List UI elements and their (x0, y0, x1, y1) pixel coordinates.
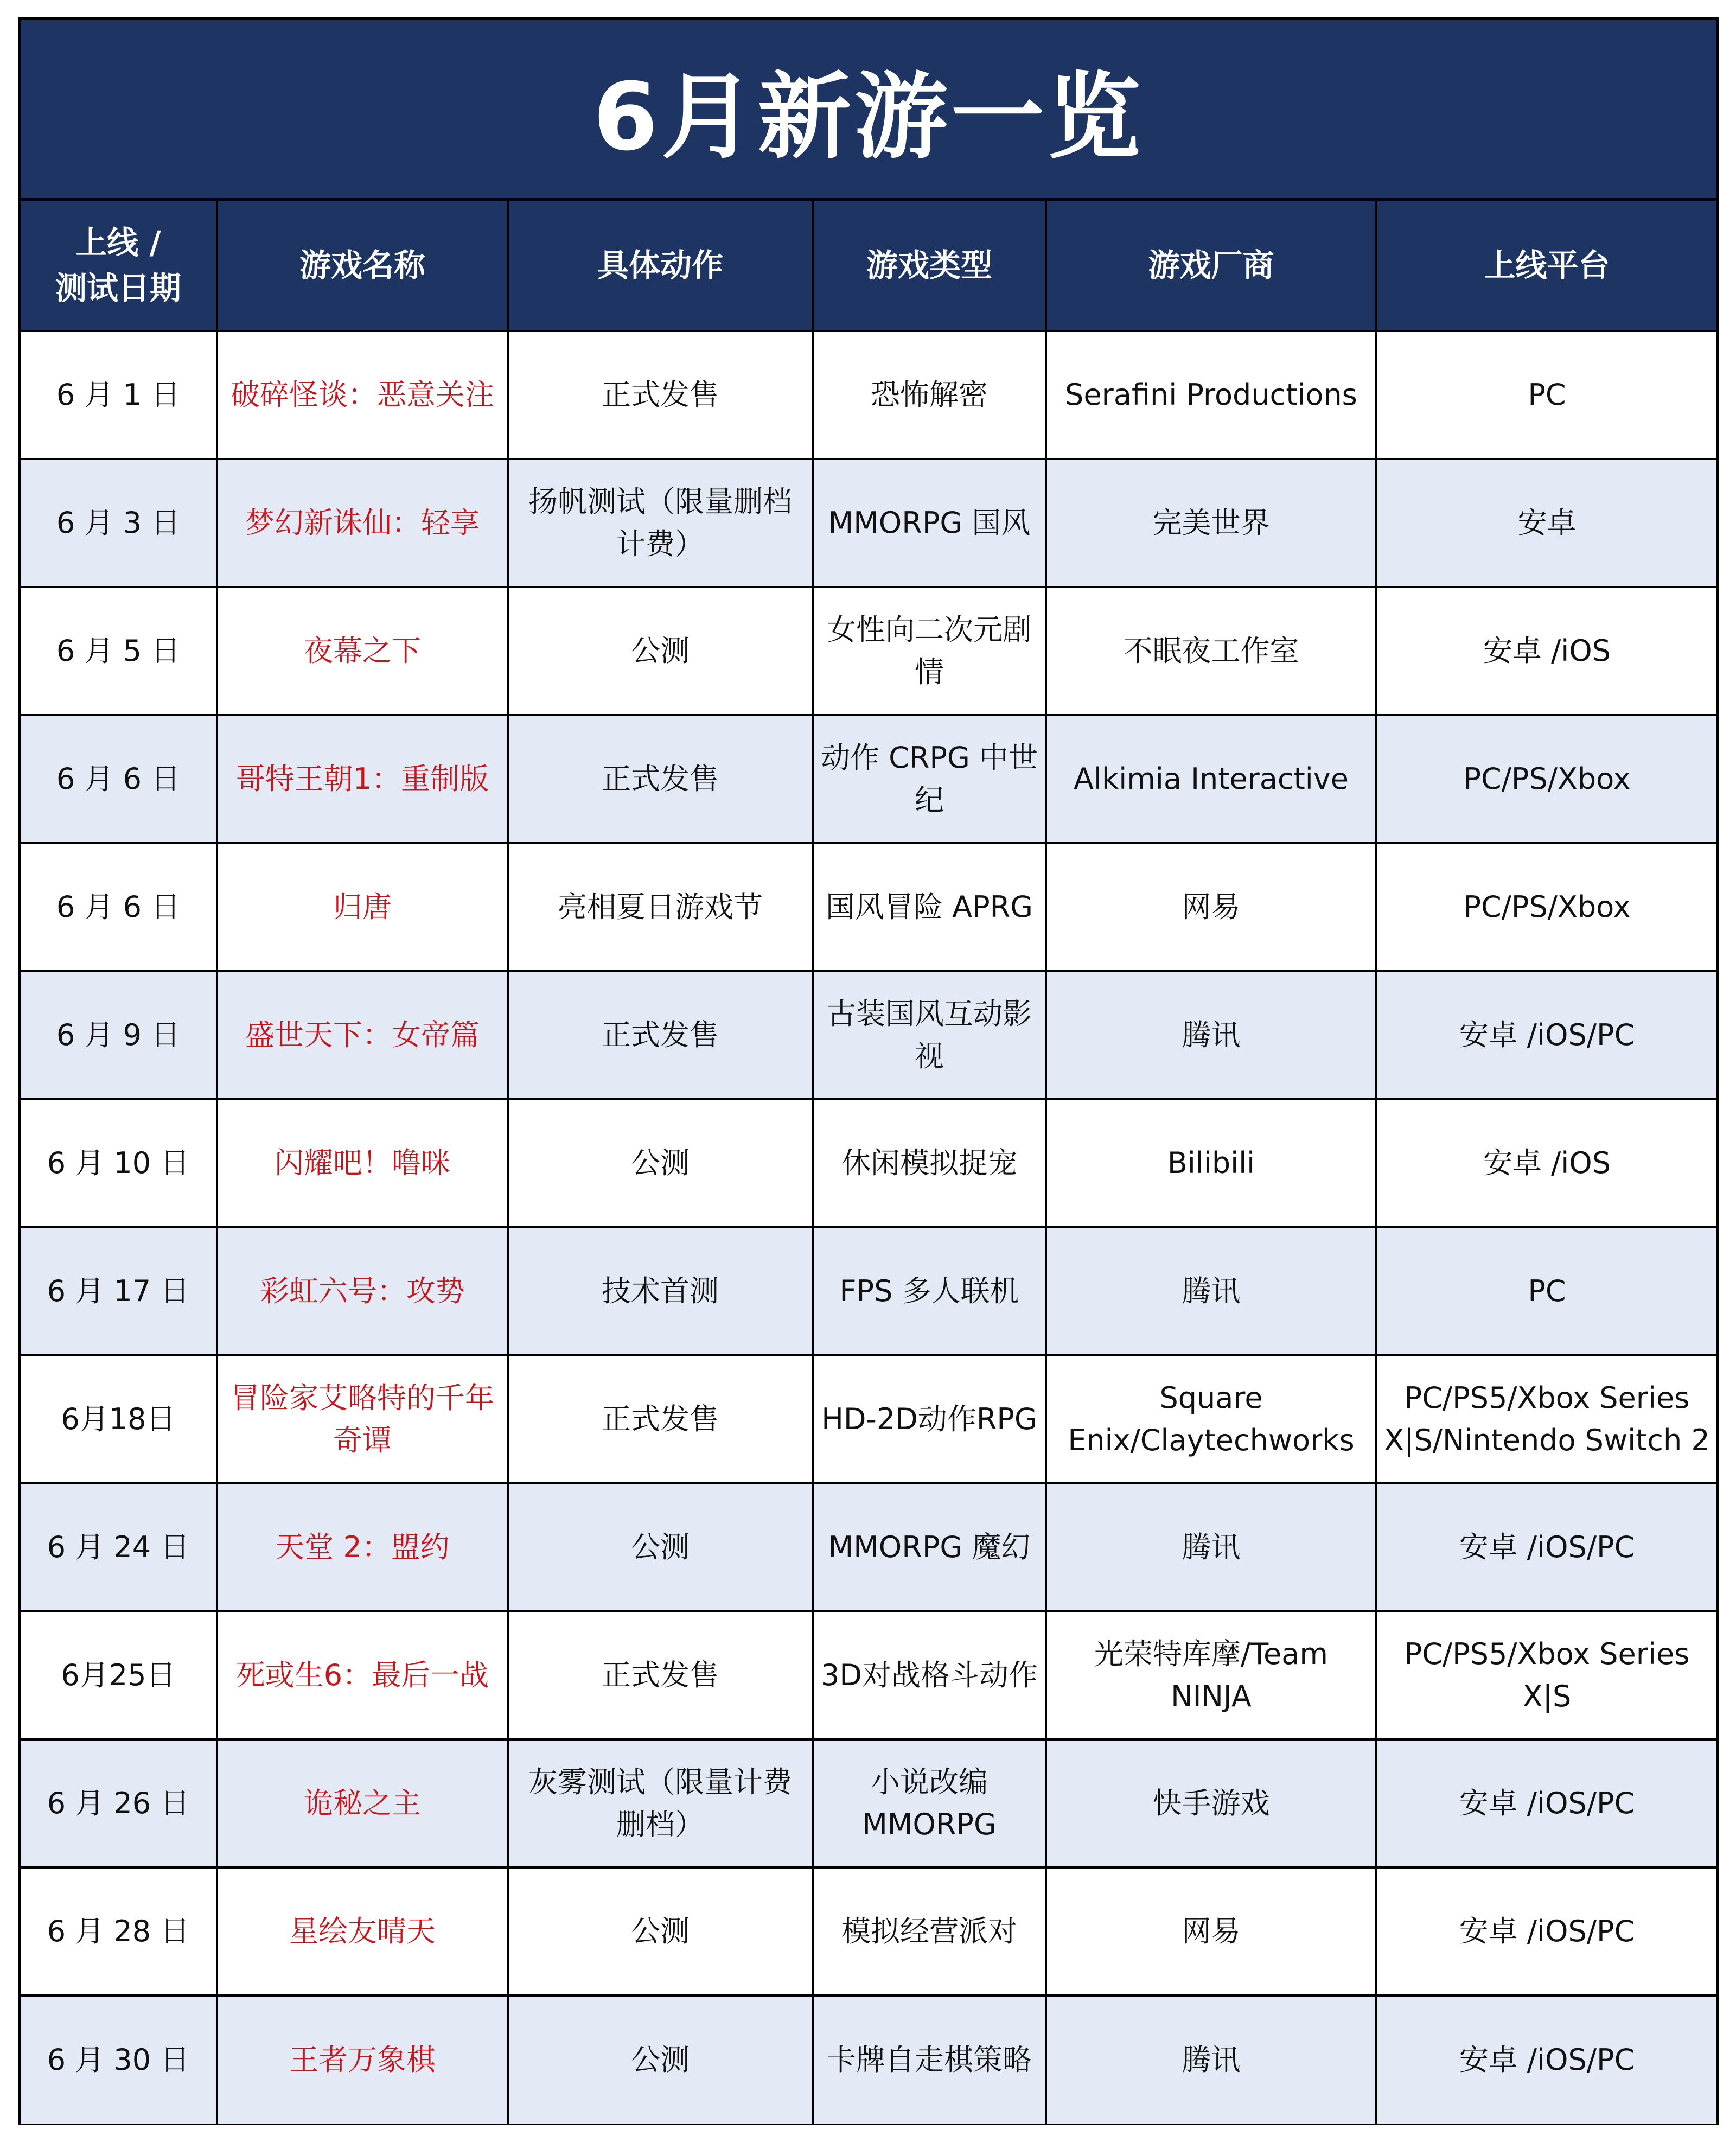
cell-date: 6 月 30 日 (21, 1996, 217, 2124)
cell-date: 6 月 6 日 (21, 715, 217, 843)
cell-type: MMORPG 国风 (813, 459, 1046, 587)
cell-platform: PC/PS/Xbox (1376, 843, 1716, 971)
header-type: 游戏类型 (813, 201, 1046, 331)
table-row (21, 1099, 1716, 1227)
cell-vendor: Square Enix/Claytechworks (1046, 1355, 1376, 1483)
cell-date: 6 月 3 日 (21, 459, 217, 587)
cell-platform: 安卓 /iOS (1376, 1099, 1716, 1227)
cell-platform: 安卓 /iOS/PC (1376, 971, 1716, 1099)
cell-platform: 安卓 /iOS/PC (1376, 1483, 1716, 1611)
table-row (21, 971, 1716, 1099)
cell-date: 6 月 28 日 (21, 1867, 217, 1996)
cell-action: 扬帆测试（限量删档计费） (508, 459, 813, 587)
cell-action: 公测 (508, 1099, 813, 1227)
cell-game-name: 星绘友晴天 (217, 1867, 508, 1996)
header-date (21, 201, 217, 331)
cell-type: 恐怖解密 (813, 331, 1046, 459)
table-row (21, 1355, 1716, 1483)
table-row (21, 587, 1716, 715)
header-vendor: 游戏厂商 (1046, 201, 1376, 331)
header-row (21, 201, 1716, 331)
cell-platform: PC/PS5/Xbox Series X|S/Nintendo Switch 2 (1376, 1355, 1716, 1483)
cell-vendor: 完美世界 (1046, 459, 1376, 587)
table-row (21, 843, 1716, 971)
game-schedule-table (21, 201, 1716, 2124)
cell-type: 动作 CRPG 中世纪 (813, 715, 1046, 843)
cell-date: 6 月 5 日 (21, 587, 217, 715)
cell-action: 正式发售 (508, 715, 813, 843)
cell-type: FPS 多人联机 (813, 1227, 1046, 1355)
cell-action: 正式发售 (508, 1355, 813, 1483)
cell-vendor: 腾讯 (1046, 1996, 1376, 2124)
cell-type: 休闲模拟捉宠 (813, 1099, 1046, 1227)
cell-type: 模拟经营派对 (813, 1867, 1046, 1996)
cell-game-name: 夜幕之下 (217, 587, 508, 715)
cell-date: 6 月 26 日 (21, 1739, 217, 1867)
header-date-line2: 测试日期 (55, 270, 181, 307)
table-row (21, 1611, 1716, 1739)
cell-platform: PC/PS5/Xbox Series X|S (1376, 1611, 1716, 1739)
table-row (21, 1227, 1716, 1355)
cell-platform: 安卓 /iOS/PC (1376, 1996, 1716, 2124)
cell-game-name: 哥特王朝1：重制版 (217, 715, 508, 843)
cell-vendor: Bilibili (1046, 1099, 1376, 1227)
cell-platform: PC (1376, 331, 1716, 459)
cell-game-name: 王者万象棋 (217, 1996, 508, 2124)
cell-vendor: 光荣特库摩/Team NINJA (1046, 1611, 1376, 1739)
cell-type: 古装国风互动影视 (813, 971, 1046, 1099)
cell-action: 正式发售 (508, 1611, 813, 1739)
cell-vendor: Serafini Productions (1046, 331, 1376, 459)
page-title: 6月新游一览 (593, 62, 1144, 171)
cell-platform: 安卓 /iOS/PC (1376, 1739, 1716, 1867)
cell-game-name: 盛世天下：女帝篇 (217, 971, 508, 1099)
cell-game-name: 冒险家艾略特的千年奇谭 (217, 1355, 508, 1483)
cell-type: 国风冒险 APRG (813, 843, 1046, 971)
cell-type: MMORPG 魔幻 (813, 1483, 1046, 1611)
cell-vendor: 腾讯 (1046, 1483, 1376, 1611)
cell-game-name: 天堂 2：盟约 (217, 1483, 508, 1611)
cell-game-name: 梦幻新诛仙：轻享 (217, 459, 508, 587)
cell-action: 公测 (508, 1996, 813, 2124)
cell-platform: PC/PS/Xbox (1376, 715, 1716, 843)
cell-vendor: 腾讯 (1046, 971, 1376, 1099)
cell-game-name: 破碎怪谈：恶意关注 (217, 331, 508, 459)
cell-action: 正式发售 (508, 331, 813, 459)
cell-type: 3D对战格斗动作 (813, 1611, 1046, 1739)
cell-platform: 安卓 /iOS (1376, 587, 1716, 715)
cell-action: 技术首测 (508, 1227, 813, 1355)
cell-date: 6月18日 (21, 1355, 217, 1483)
header-date-line1: 上线 / (75, 224, 161, 261)
cell-vendor: 快手游戏 (1046, 1739, 1376, 1867)
cell-date: 6 月 6 日 (21, 843, 217, 971)
cell-type: HD-2D动作RPG (813, 1355, 1046, 1483)
cell-game-name: 归唐 (217, 843, 508, 971)
cell-vendor: 不眠夜工作室 (1046, 587, 1376, 715)
cell-vendor: 网易 (1046, 843, 1376, 971)
table-row (21, 1996, 1716, 2124)
table-row (21, 1483, 1716, 1611)
cell-date: 6 月 1 日 (21, 331, 217, 459)
game-schedule-frame (18, 17, 1719, 2125)
cell-action: 公测 (508, 1867, 813, 1996)
cell-vendor: 网易 (1046, 1867, 1376, 1996)
cell-type: 卡牌自走棋策略 (813, 1996, 1046, 2124)
cell-date: 6 月 9 日 (21, 971, 217, 1099)
cell-game-name: 闪耀吧！噜咪 (217, 1099, 508, 1227)
title-bar (21, 20, 1716, 201)
header-action: 具体动作 (508, 201, 813, 331)
table-row (21, 1739, 1716, 1867)
cell-action: 公测 (508, 587, 813, 715)
header-platform: 上线平台 (1376, 201, 1716, 331)
cell-date: 6月25日 (21, 1611, 217, 1739)
cell-type: 女性向二次元剧情 (813, 587, 1046, 715)
cell-platform: 安卓 /iOS/PC (1376, 1867, 1716, 1996)
cell-action: 公测 (508, 1483, 813, 1611)
table-row (21, 1867, 1716, 1996)
cell-game-name: 彩虹六号：攻势 (217, 1227, 508, 1355)
cell-action: 亮相夏日游戏节 (508, 843, 813, 971)
cell-platform: PC (1376, 1227, 1716, 1355)
table-row (21, 715, 1716, 843)
table-row (21, 459, 1716, 587)
cell-date: 6 月 24 日 (21, 1483, 217, 1611)
table-row (21, 331, 1716, 459)
cell-date: 6 月 10 日 (21, 1099, 217, 1227)
cell-game-name: 诡秘之主 (217, 1739, 508, 1867)
cell-action: 灰雾测试（限量计费删档） (508, 1739, 813, 1867)
cell-action: 正式发售 (508, 971, 813, 1099)
cell-type: 小说改编MMORPG (813, 1739, 1046, 1867)
cell-vendor: Alkimia Interactive (1046, 715, 1376, 843)
cell-date: 6 月 17 日 (21, 1227, 217, 1355)
cell-vendor: 腾讯 (1046, 1227, 1376, 1355)
cell-platform: 安卓 (1376, 459, 1716, 587)
header-name: 游戏名称 (217, 201, 508, 331)
cell-game-name: 死或生6：最后一战 (217, 1611, 508, 1739)
